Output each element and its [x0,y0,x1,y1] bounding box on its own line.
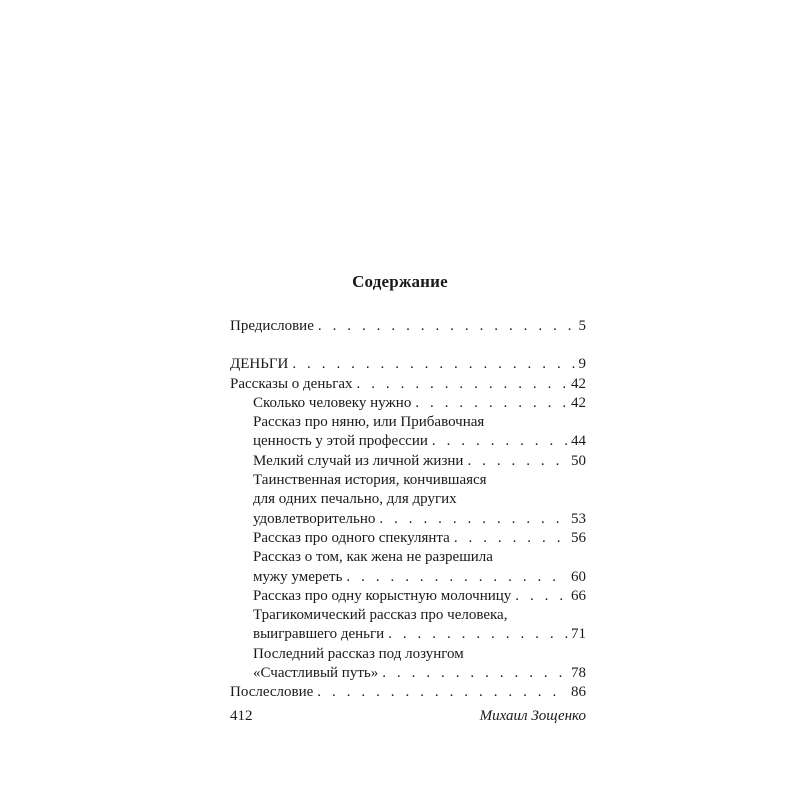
toc-entry-row [253,452,586,471]
toc-page-number: 5 [578,318,586,334]
toc-entry-row [253,394,586,413]
toc-entry-title-line: ценность у этой профессии [253,433,428,450]
toc-page-number: 60 [571,568,586,585]
dot-leader [432,432,568,451]
toc-page-number: 53 [571,510,586,527]
toc-entry-row [230,317,586,336]
toc-entry [230,548,586,587]
toc-entry-title-line: Последний рассказ под лозунгом [253,645,464,662]
toc-entry-row [230,375,586,394]
page-footer [230,708,586,725]
toc-page-number: 66 [571,587,586,604]
toc-entry [230,606,586,645]
toc-entry [230,452,586,471]
toc-entry-row [253,529,586,548]
toc-entry-row [230,355,586,374]
toc-page-number: 78 [571,665,586,682]
toc-entry-row [253,568,586,587]
dot-leader [467,452,568,471]
toc-entry-title-line: Послесловие [230,684,314,701]
toc-entry-title-line: «Счастливый путь» [253,665,379,682]
toc-entry [230,529,586,548]
dot-leader [415,394,568,413]
toc-entry-title-line: Предисловие [230,318,314,334]
toc-entry-title-line: Рассказы о деньгах [230,375,353,392]
table-of-contents [230,317,586,703]
running-author: Михаил Зощенко [479,708,586,724]
toc-entry-row [253,587,586,606]
dot-leader [379,510,568,529]
toc-entry-title-line: Рассказ о том, как жена не разрешила [253,549,493,566]
toc-page-number: 9 [578,356,586,373]
toc-entry [230,375,586,394]
toc-entry-title-line: выигравшего деньги [253,626,385,643]
dot-leader [357,375,568,394]
toc-page-number: 71 [571,626,586,643]
dot-leader [317,683,568,702]
toc-entry-title-line: Рассказ про няню, или Прибавочная [253,414,485,431]
toc-page-number: 44 [571,433,586,450]
toc-page-number: 42 [571,394,586,411]
toc-entry [230,645,586,684]
dot-leader [515,587,568,606]
toc-page-number: 42 [571,375,586,392]
toc-entry-title-line: Сколько человеку нужно [253,394,412,411]
toc-entry-title-line: Рассказ про одного спекулянта [253,529,450,546]
dot-leader [318,317,576,336]
toc-page-number: 86 [571,684,586,701]
toc-entry-title-line: ДЕНЬГИ [230,356,289,373]
dot-leader [388,625,568,644]
toc-entry-title-line: Мелкий случай из личной жизни [253,452,464,469]
page-number: 412 [230,708,253,724]
toc-entry [230,355,586,374]
toc-entry [230,683,586,702]
dot-leader [346,568,568,587]
toc-entry-row [253,625,586,644]
toc-entry [230,587,586,606]
toc-entry [230,394,586,413]
toc-entry [230,413,586,452]
toc-entry-row [253,510,586,529]
toc-entry-row [253,432,586,451]
toc-entry-title-line: Таинственная история, кончившаяся [253,472,487,489]
toc-entry-title-line: удовлетворительно [253,510,376,527]
dot-leader [454,529,568,548]
dot-leader [382,664,568,683]
toc-entry-row [253,664,586,683]
toc-entry-title-line: для одних печально, для других [253,491,457,508]
dot-leader [292,355,575,374]
toc-page-number: 50 [571,452,586,469]
toc-entry [230,317,586,336]
toc-page-number: 56 [571,529,586,546]
toc-entry-row [230,683,586,702]
toc-entry [230,471,586,529]
toc-entry-title-line: Трагикомический рассказ про человека, [253,607,508,624]
toc-entry-title-line: мужу умереть [253,568,343,585]
toc-title: Содержание [352,272,448,291]
toc-entry-title-line: Рассказ про одну корыстную молочницу [253,587,512,604]
